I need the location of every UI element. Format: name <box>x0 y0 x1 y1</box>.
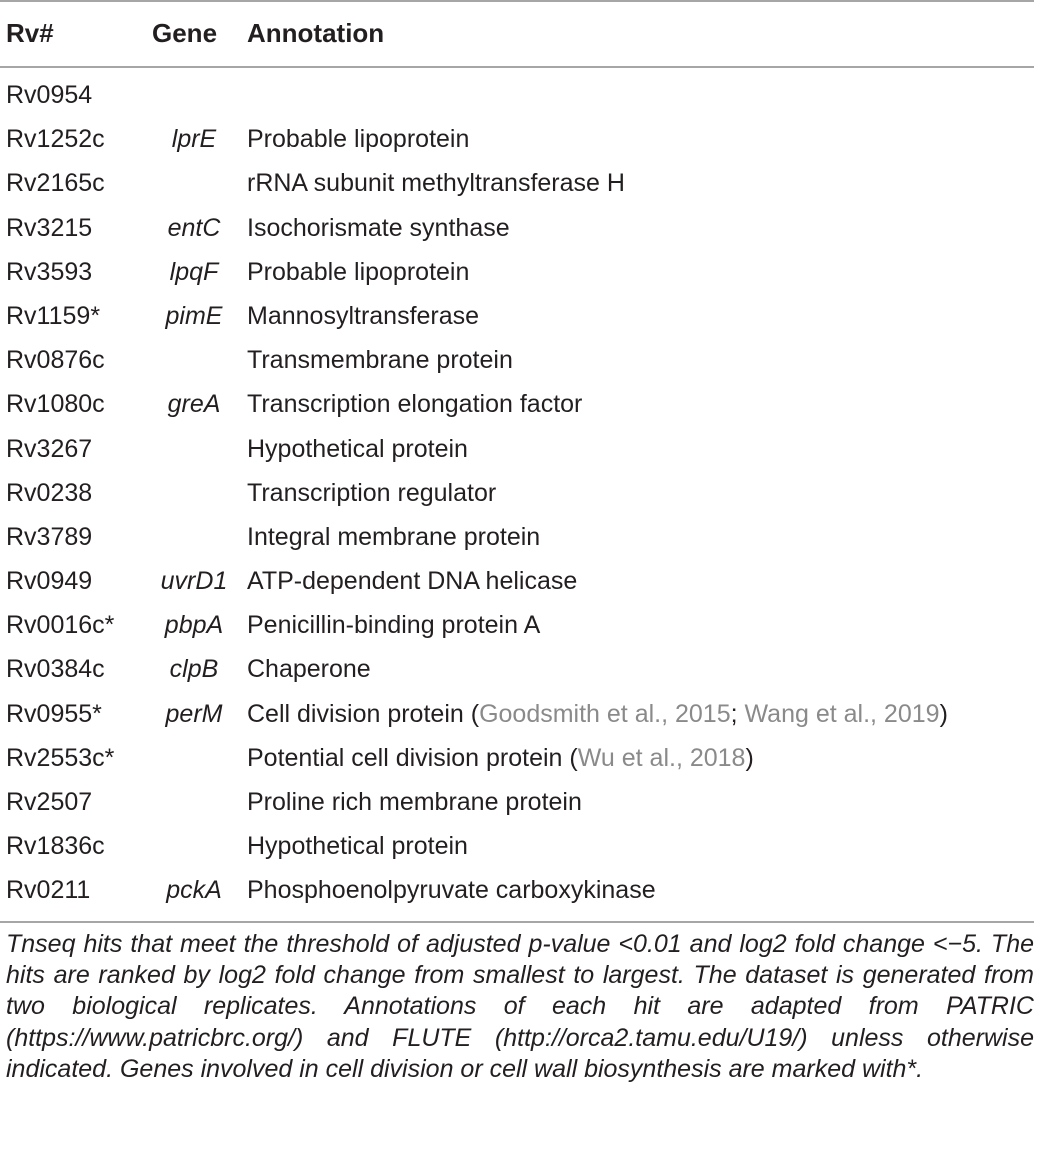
rv-cell: Rv0954 <box>6 81 93 109</box>
gene-cell: clpB <box>169 655 219 684</box>
annotation-cell: Proline rich membrane protein <box>247 788 582 816</box>
table-row <box>0 431 1041 475</box>
table-row <box>0 784 1041 828</box>
gene-cell: entC <box>167 213 221 242</box>
rv-cell: Rv1252c <box>6 125 105 154</box>
gene-cell: uvrD1 <box>160 567 228 596</box>
annotation-cell <box>247 744 754 773</box>
table-row <box>0 563 1041 607</box>
annotation-cell: rRNA subunit methyltransferase H <box>247 169 625 198</box>
rv-cell: Rv2507 <box>6 788 93 816</box>
table-row <box>0 210 1041 254</box>
paren-close: ) <box>745 743 754 772</box>
paren-open: ( <box>463 699 480 728</box>
rv-cell: Rv3593 <box>6 257 93 286</box>
gene-cell: lprE <box>171 125 217 154</box>
table-row <box>0 519 1041 563</box>
reference-link[interactable]: Goodsmith et al., 2015 <box>479 699 731 728</box>
table-bottom-rule <box>0 921 1034 923</box>
annotation-text: Potential cell division protein <box>247 743 563 772</box>
table-row <box>0 828 1041 872</box>
table-row <box>0 651 1041 695</box>
rv-cell: Rv0211 <box>6 876 91 905</box>
table-row <box>0 342 1041 386</box>
table-row <box>0 740 1041 784</box>
rv-cell: Rv3267 <box>6 434 93 463</box>
annotation-cell: Mannosyltransferase <box>247 301 480 330</box>
rv-cell: Rv2553c* <box>6 743 115 772</box>
table-caption: Tnseq hits that meet the threshold of adjusted p-value <0.01 and log2 fold change <−5. The hits are ranked by log2 fold change from smallest to largest. The dataset is generated from two biological replicates. Annotations of each hit are adapted from PATRIC (https://www.patricbrc.org/) and FLUTE (http://orca2.tamu.edu/U19/) unless otherwise indicated. Genes involved in cell division or cell wall biosynthesis are marked with*. <box>6 930 1034 1083</box>
reference-link[interactable]: Wu et al., 2018 <box>577 743 746 772</box>
annotation-cell: Hypothetical protein <box>247 434 468 463</box>
gene-cell: lpqF <box>169 257 219 286</box>
table-row <box>0 254 1041 298</box>
annotation-cell: Probable lipoprotein <box>247 125 470 154</box>
annotation-cell: ATP-dependent DNA helicase <box>247 567 578 596</box>
table-row <box>0 872 1041 916</box>
header-rv: Rv# <box>6 18 54 48</box>
table-row <box>0 77 1041 121</box>
gene-cell: pbpA <box>164 611 224 640</box>
paren-open: ( <box>562 743 578 772</box>
annotation-cell: Integral membrane protein <box>247 522 541 551</box>
header-gene: Gene <box>152 18 218 48</box>
annotation-text: Cell division protein <box>247 699 464 728</box>
rv-cell: Rv2165c <box>6 169 105 198</box>
rv-cell: Rv0949 <box>6 567 93 596</box>
annotation-cell <box>247 700 948 729</box>
table-header-rule <box>0 66 1034 68</box>
header-annotation: Annotation <box>247 18 385 48</box>
gene-cell: perM <box>165 699 223 728</box>
rv-cell: Rv1836c <box>6 832 105 861</box>
table-body <box>0 77 1041 917</box>
annotation-cell: Isochorismate synthase <box>247 213 510 242</box>
rv-cell: Rv0238 <box>6 478 93 507</box>
rv-cell: Rv0016c* <box>6 611 115 640</box>
table-row <box>0 298 1041 342</box>
rv-cell: Rv0876c <box>6 346 105 375</box>
rv-cell: Rv0384c <box>6 655 105 684</box>
rv-cell: Rv1159* <box>6 301 101 330</box>
table-row <box>0 696 1041 740</box>
annotation-cell: Chaperone <box>247 655 371 684</box>
gene-cell: pimE <box>165 301 223 330</box>
table-header-row <box>0 14 1034 58</box>
rv-cell: Rv3215 <box>6 213 93 242</box>
paren-close: ) <box>939 699 948 728</box>
table-top-rule <box>0 0 1034 2</box>
annotation-cell: Probable lipoprotein <box>247 257 470 286</box>
table-row <box>0 386 1041 430</box>
table-row <box>0 475 1041 519</box>
ref-separator: ; <box>730 699 745 728</box>
rv-cell: Rv0955* <box>6 699 102 728</box>
annotation-cell: Transcription elongation factor <box>247 390 583 419</box>
annotation-cell: Transcription regulator <box>247 478 497 507</box>
gene-cell: greA <box>167 390 221 419</box>
table-row <box>0 165 1041 209</box>
table-row <box>0 121 1041 165</box>
annotation-cell: Transmembrane protein <box>247 346 513 375</box>
rv-cell: Rv3789 <box>6 522 93 551</box>
rv-cell: Rv1080c <box>6 390 105 419</box>
annotation-cell: Phosphoenolpyruvate carboxykinase <box>247 876 656 905</box>
annotation-cell: Penicillin-binding protein A <box>247 611 541 640</box>
annotation-cell: Hypothetical protein <box>247 832 468 861</box>
gene-cell: pckA <box>166 876 222 905</box>
reference-link[interactable]: Wang et al., 2019 <box>744 699 940 728</box>
table-row <box>0 607 1041 651</box>
